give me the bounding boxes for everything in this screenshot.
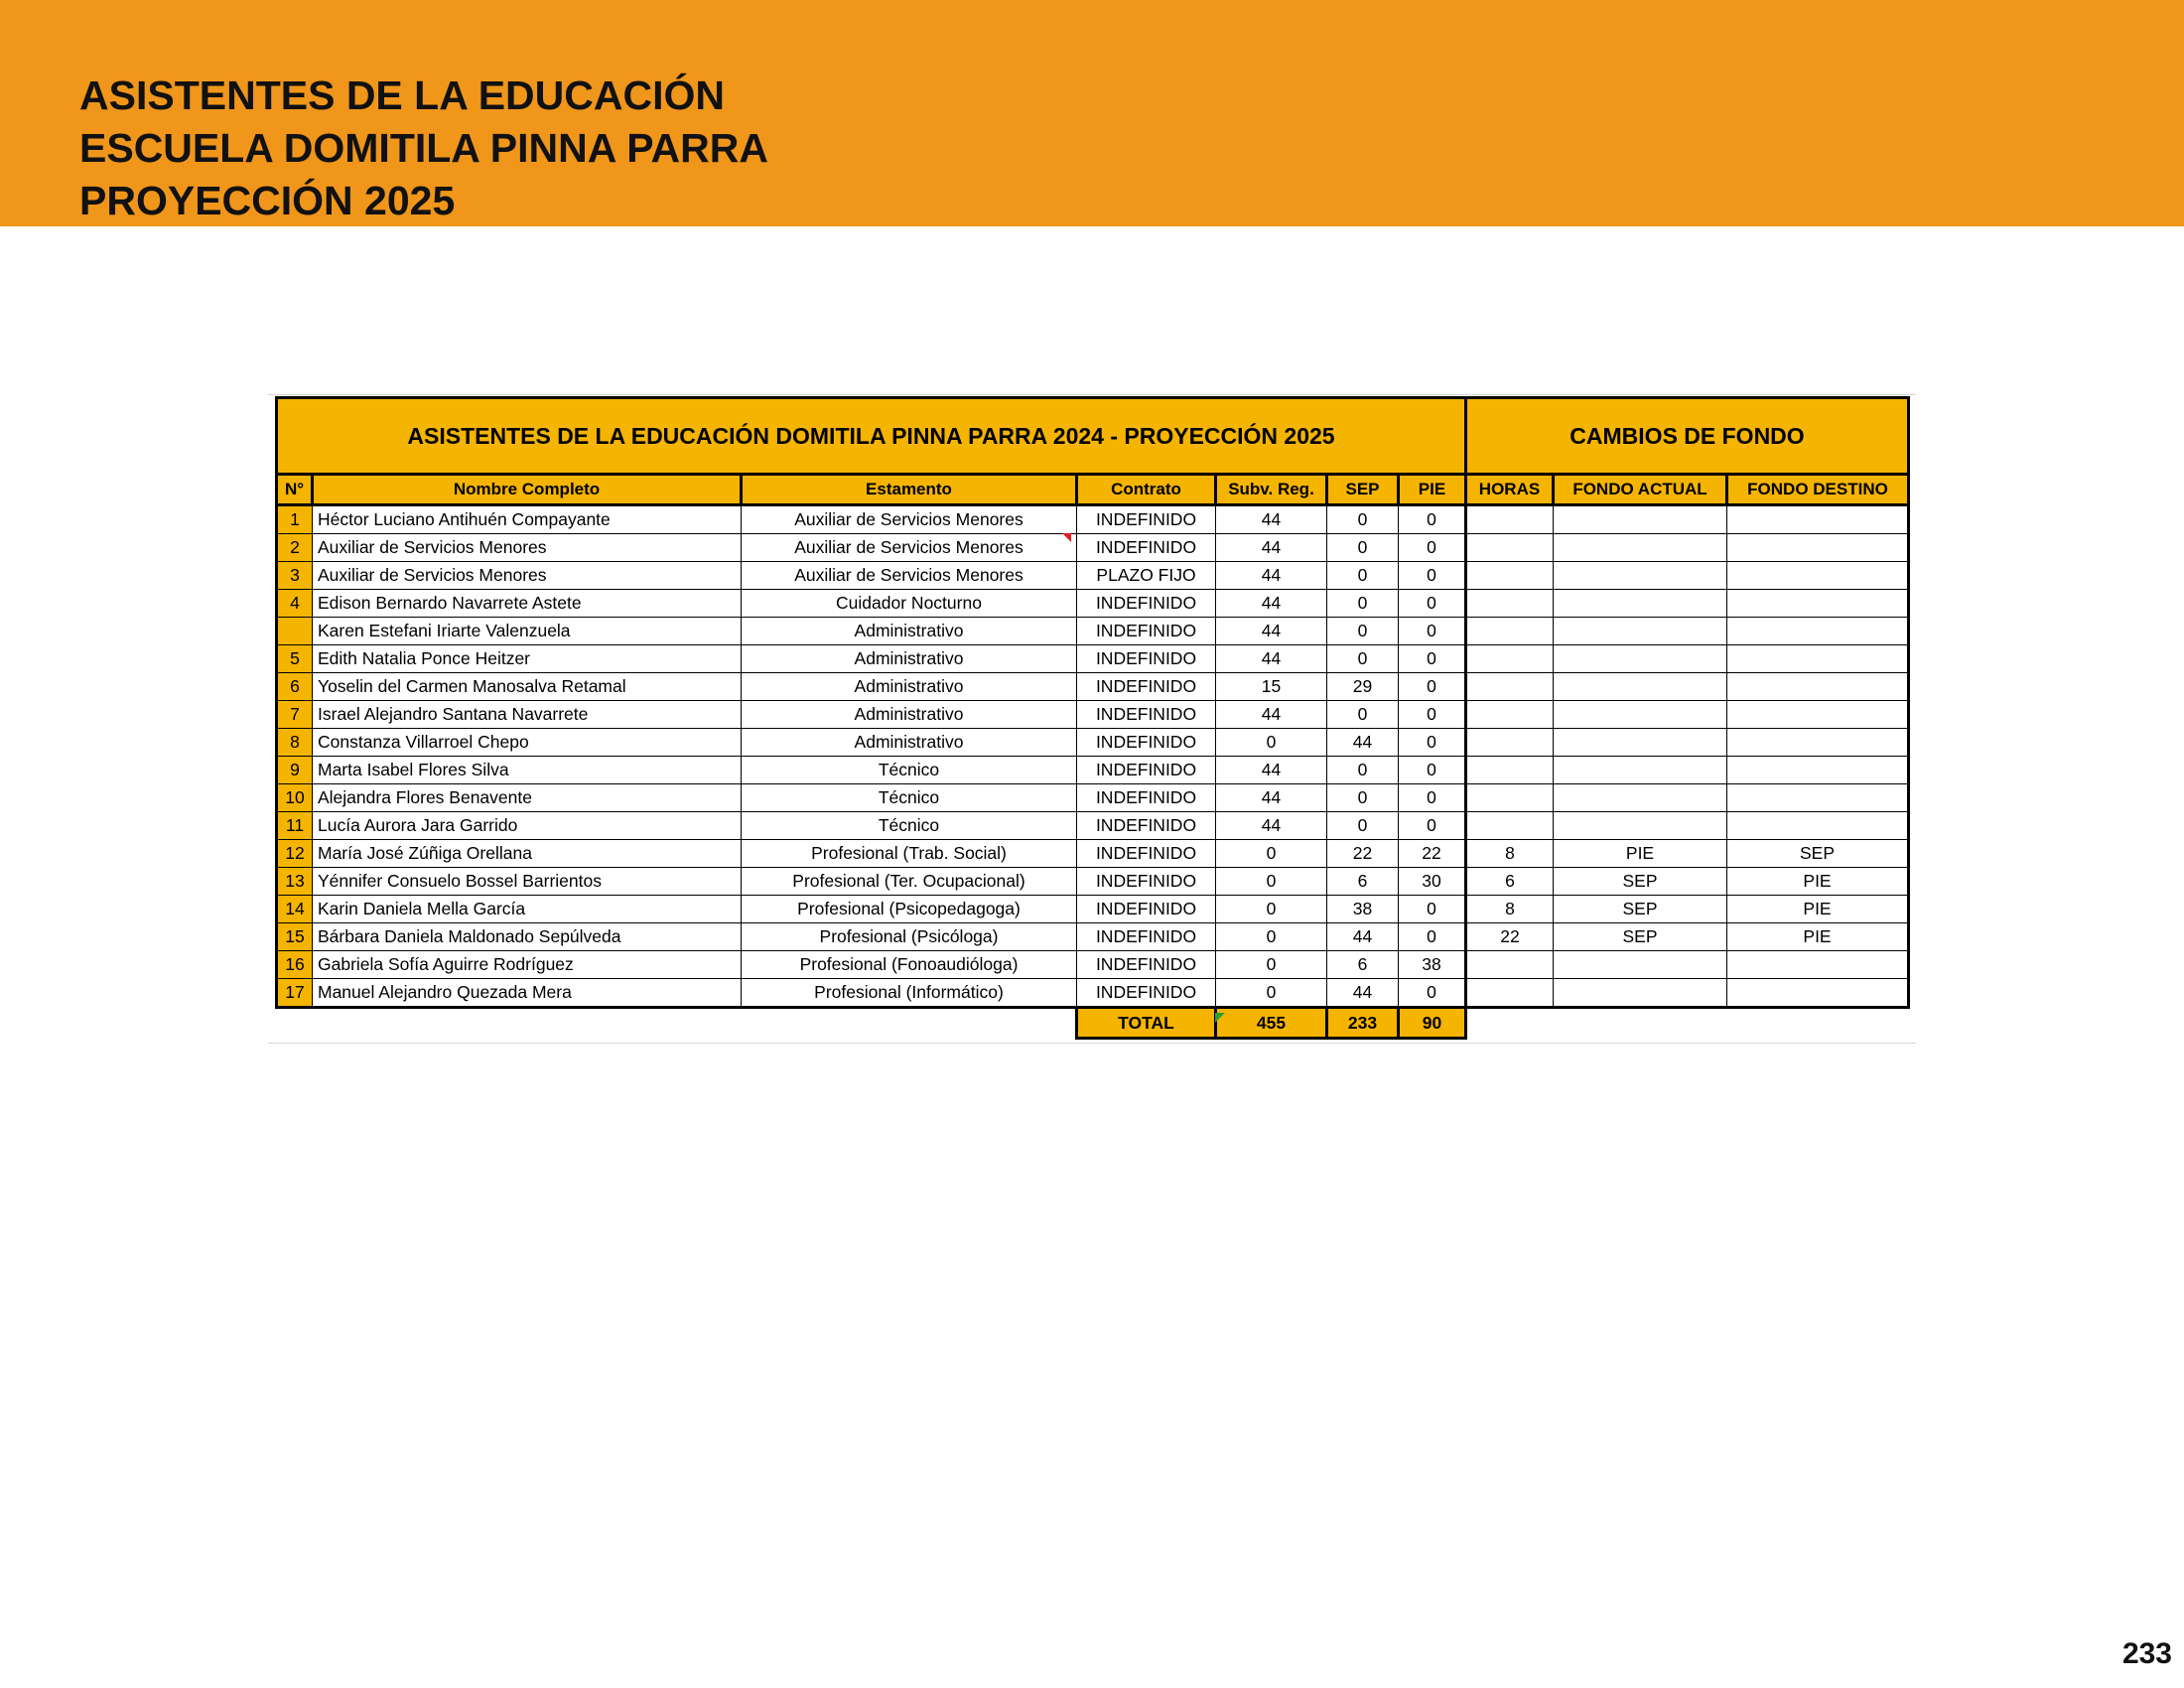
cell-num[interactable]: 5 <box>277 645 313 673</box>
col-header-horas: HORAS <box>1466 475 1554 505</box>
table-row <box>277 923 1909 951</box>
cell-num[interactable]: 10 <box>277 784 313 812</box>
cell-fondo-actual[interactable]: SEP <box>1554 923 1727 951</box>
cell-fondo-destino[interactable]: PIE <box>1727 868 1909 896</box>
total-row <box>277 1008 1909 1039</box>
cell-num[interactable]: 13 <box>277 868 313 896</box>
cell-fondo-actual[interactable] <box>1554 618 1727 645</box>
cell-subv[interactable]: 0 <box>1216 896 1327 923</box>
cell-fondo-actual[interactable] <box>1554 729 1727 757</box>
cell-fondo-destino[interactable]: SEP <box>1727 840 1909 868</box>
cell-contrato[interactable]: INDEFINIDO <box>1077 618 1216 645</box>
total-subv: 455 <box>1216 1008 1327 1039</box>
cell-pie[interactable]: 0 <box>1399 923 1466 951</box>
cell-contrato[interactable]: INDEFINIDO <box>1077 729 1216 757</box>
cell-pie[interactable]: 0 <box>1399 896 1466 923</box>
cell-fondo-destino[interactable] <box>1727 562 1909 590</box>
cell-estamento[interactable]: Profesional (Trab. Social) <box>742 840 1077 868</box>
cell-subv[interactable]: 0 <box>1216 729 1327 757</box>
col-header-subv: Subv. Reg. <box>1216 475 1327 505</box>
cell-horas[interactable] <box>1466 645 1554 673</box>
cell-sep[interactable]: 29 <box>1327 673 1399 701</box>
cell-estamento[interactable]: Administrativo <box>742 701 1077 729</box>
cell-estamento[interactable]: Cuidador Nocturno <box>742 590 1077 618</box>
table-row <box>277 701 1909 729</box>
cell-fondo-destino[interactable] <box>1727 784 1909 812</box>
cell-estamento[interactable]: Técnico <box>742 784 1077 812</box>
spreadsheet-area <box>268 394 1916 1044</box>
column-header-row <box>277 475 1909 505</box>
table-row <box>277 757 1909 784</box>
cell-sep[interactable]: 0 <box>1327 590 1399 618</box>
cell-contrato[interactable]: INDEFINIDO <box>1077 923 1216 951</box>
cell-pie[interactable]: 0 <box>1399 618 1466 645</box>
table-row <box>277 534 1909 562</box>
col-header-sep: SEP <box>1327 475 1399 505</box>
cell-fondo-actual[interactable]: SEP <box>1554 868 1727 896</box>
cell-estamento[interactable]: Auxiliar de Servicios Menores <box>742 534 1077 562</box>
cell-pie[interactable]: 0 <box>1399 812 1466 840</box>
cell-horas[interactable] <box>1466 534 1554 562</box>
cell-estamento[interactable]: Profesional (Psicopedagoga) <box>742 896 1077 923</box>
cell-pie[interactable]: 0 <box>1399 979 1466 1008</box>
cell-name[interactable]: Marta Isabel Flores Silva <box>313 757 742 784</box>
cell-horas[interactable] <box>1466 757 1554 784</box>
cell-contrato[interactable]: INDEFINIDO <box>1077 840 1216 868</box>
cell-horas[interactable] <box>1466 951 1554 979</box>
cell-sep[interactable]: 6 <box>1327 868 1399 896</box>
cell-fondo-actual[interactable] <box>1554 590 1727 618</box>
cell-name[interactable]: Yoselin del Carmen Manosalva Retamal <box>313 673 742 701</box>
cell-name[interactable]: Héctor Luciano Antihuén Compayante <box>313 505 742 534</box>
cell-sep[interactable]: 44 <box>1327 729 1399 757</box>
col-header-name: Nombre Completo <box>313 475 742 505</box>
cell-name[interactable]: Karen Estefani Iriarte Valenzuela <box>313 618 742 645</box>
cell-name[interactable]: Karin Daniela Mella García <box>313 896 742 923</box>
cell-contrato[interactable]: INDEFINIDO <box>1077 645 1216 673</box>
cell-horas[interactable] <box>1466 784 1554 812</box>
cell-pie[interactable]: 0 <box>1399 701 1466 729</box>
cell-num[interactable]: 14 <box>277 896 313 923</box>
cell-pie[interactable]: 0 <box>1399 673 1466 701</box>
cell-pie[interactable]: 0 <box>1399 784 1466 812</box>
col-header-contrato: Contrato <box>1077 475 1216 505</box>
cell-fondo-destino[interactable] <box>1727 757 1909 784</box>
cell-pie[interactable]: 0 <box>1399 590 1466 618</box>
cell-estamento[interactable]: Profesional (Psicóloga) <box>742 923 1077 951</box>
cell-num[interactable]: 16 <box>277 951 313 979</box>
cell-name[interactable]: Yénnifer Consuelo Bossel Barrientos <box>313 868 742 896</box>
staff-table <box>275 396 1910 1040</box>
cell-contrato[interactable]: INDEFINIDO <box>1077 812 1216 840</box>
cell-fondo-destino[interactable]: PIE <box>1727 923 1909 951</box>
cell-subv[interactable]: 44 <box>1216 505 1327 534</box>
cell-name[interactable]: Gabriela Sofía Aguirre Rodríguez <box>313 951 742 979</box>
cell-subv[interactable]: 44 <box>1216 701 1327 729</box>
table-row <box>277 645 1909 673</box>
cell-sep[interactable]: 22 <box>1327 840 1399 868</box>
cell-name[interactable]: Israel Alejandro Santana Navarrete <box>313 701 742 729</box>
cell-name[interactable]: Edison Bernardo Navarrete Astete <box>313 590 742 618</box>
col-header-fondo-actual: FONDO ACTUAL <box>1554 475 1727 505</box>
comment-indicator-red[interactable] <box>1062 533 1071 542</box>
cell-num[interactable]: 17 <box>277 979 313 1008</box>
title-line-1: ASISTENTES DE LA EDUCACIÓN <box>79 72 725 118</box>
table-row <box>277 729 1909 757</box>
cell-contrato[interactable]: INDEFINIDO <box>1077 757 1216 784</box>
cell-num[interactable]: 2 <box>277 534 313 562</box>
cell-subv[interactable]: 44 <box>1216 645 1327 673</box>
cell-sep[interactable]: 0 <box>1327 618 1399 645</box>
cell-sep[interactable]: 0 <box>1327 505 1399 534</box>
cell-horas[interactable] <box>1466 590 1554 618</box>
table-row <box>277 562 1909 590</box>
cell-name[interactable]: Auxiliar de Servicios Menores <box>313 562 742 590</box>
cell-subv[interactable]: 44 <box>1216 534 1327 562</box>
cell-fondo-actual[interactable] <box>1554 784 1727 812</box>
cell-fondo-destino[interactable] <box>1727 729 1909 757</box>
cell-horas[interactable] <box>1466 812 1554 840</box>
cell-num[interactable]: 6 <box>277 673 313 701</box>
cell-subv[interactable]: 0 <box>1216 923 1327 951</box>
table-row <box>277 618 1909 645</box>
cell-contrato[interactable]: INDEFINIDO <box>1077 896 1216 923</box>
cell-sep[interactable]: 0 <box>1327 534 1399 562</box>
cell-horas[interactable] <box>1466 618 1554 645</box>
page-number: 233 <box>2121 1637 2172 1670</box>
cell-fondo-actual[interactable] <box>1554 812 1727 840</box>
cell-sep[interactable]: 0 <box>1327 645 1399 673</box>
cell-subv[interactable]: 0 <box>1216 979 1327 1008</box>
total-pie: 90 <box>1399 1008 1466 1039</box>
cell-subv[interactable]: 44 <box>1216 618 1327 645</box>
cell-fondo-actual[interactable] <box>1554 505 1727 534</box>
cell-horas[interactable]: 8 <box>1466 896 1554 923</box>
cell-horas[interactable] <box>1466 701 1554 729</box>
cell-subv[interactable]: 44 <box>1216 757 1327 784</box>
cell-pie[interactable]: 0 <box>1399 505 1466 534</box>
cell-horas[interactable]: 8 <box>1466 840 1554 868</box>
cell-num[interactable]: 3 <box>277 562 313 590</box>
cell-subv[interactable]: 44 <box>1216 590 1327 618</box>
cell-estamento[interactable]: Auxiliar de Servicios Menores <box>742 505 1077 534</box>
cell-name[interactable]: Auxiliar de Servicios Menores <box>313 534 742 562</box>
table-row <box>277 896 1909 923</box>
cell-estamento[interactable]: Administrativo <box>742 729 1077 757</box>
table-row <box>277 979 1909 1008</box>
total-label: TOTAL <box>1077 1008 1216 1039</box>
cell-sep[interactable]: 0 <box>1327 784 1399 812</box>
cell-num[interactable]: 1 <box>277 505 313 534</box>
cell-pie[interactable]: 38 <box>1399 951 1466 979</box>
cell-name[interactable]: Lucía Aurora Jara Garrido <box>313 812 742 840</box>
cell-subv[interactable]: 0 <box>1216 840 1327 868</box>
col-header-fondo-destino: FONDO DESTINO <box>1727 475 1909 505</box>
cell-name[interactable]: Bárbara Daniela Maldonado Sepúlveda <box>313 923 742 951</box>
table-row <box>277 505 1909 534</box>
cell-estamento[interactable]: Profesional (Ter. Ocupacional) <box>742 868 1077 896</box>
cell-estamento[interactable]: Administrativo <box>742 673 1077 701</box>
cell-subv[interactable]: 44 <box>1216 562 1327 590</box>
cell-num[interactable]: 8 <box>277 729 313 757</box>
cell-estamento[interactable]: Auxiliar de Servicios Menores <box>742 562 1077 590</box>
total-sep: 233 <box>1327 1008 1399 1039</box>
cell-contrato[interactable]: INDEFINIDO <box>1077 784 1216 812</box>
cell-name[interactable]: Alejandra Flores Benavente <box>313 784 742 812</box>
cell-pie[interactable]: 0 <box>1399 534 1466 562</box>
cell-name[interactable]: Constanza Villarroel Chepo <box>313 729 742 757</box>
cell-contrato[interactable]: INDEFINIDO <box>1077 590 1216 618</box>
cell-sep[interactable]: 38 <box>1327 896 1399 923</box>
cell-horas[interactable]: 22 <box>1466 923 1554 951</box>
cell-horas[interactable] <box>1466 562 1554 590</box>
table-row <box>277 951 1909 979</box>
table-row <box>277 840 1909 868</box>
cell-sep[interactable]: 0 <box>1327 562 1399 590</box>
cell-subv[interactable]: 44 <box>1216 812 1327 840</box>
cell-fondo-destino[interactable] <box>1727 645 1909 673</box>
col-header-num: N° <box>277 475 313 505</box>
cell-estamento[interactable]: Profesional (Informático) <box>742 979 1077 1008</box>
cell-contrato[interactable]: INDEFINIDO <box>1077 673 1216 701</box>
cell-fondo-actual[interactable] <box>1554 951 1727 979</box>
table-row <box>277 673 1909 701</box>
cell-fondo-destino[interactable]: PIE <box>1727 896 1909 923</box>
table-row <box>277 590 1909 618</box>
cell-num[interactable]: 7 <box>277 701 313 729</box>
cell-sep[interactable]: 44 <box>1327 979 1399 1008</box>
cell-sep[interactable]: 0 <box>1327 757 1399 784</box>
cell-fondo-destino[interactable] <box>1727 534 1909 562</box>
cell-num[interactable]: 9 <box>277 757 313 784</box>
col-header-estamento: Estamento <box>742 475 1077 505</box>
band-main-title: ASISTENTES DE LA EDUCACIÓN DOMITILA PINNA PARRA 2024 - PROYECCIÓN 2025 <box>277 398 1466 475</box>
sheet-gridline <box>268 394 1916 395</box>
cell-num[interactable]: 11 <box>277 812 313 840</box>
cell-pie[interactable]: 0 <box>1399 562 1466 590</box>
cell-contrato[interactable]: INDEFINIDO <box>1077 505 1216 534</box>
cell-estamento[interactable]: Técnico <box>742 757 1077 784</box>
cell-estamento[interactable]: Administrativo <box>742 618 1077 645</box>
cell-name[interactable]: Edith Natalia Ponce Heitzer <box>313 645 742 673</box>
cell-contrato[interactable]: PLAZO FIJO <box>1077 562 1216 590</box>
cell-subv[interactable]: 15 <box>1216 673 1327 701</box>
cell-sep[interactable]: 44 <box>1327 923 1399 951</box>
cell-sep[interactable]: 0 <box>1327 701 1399 729</box>
cell-fondo-actual[interactable] <box>1554 757 1727 784</box>
cell-estamento[interactable]: Profesional (Fonoaudióloga) <box>742 951 1077 979</box>
cell-fondo-destino[interactable] <box>1727 979 1909 1008</box>
cell-fondo-destino[interactable] <box>1727 590 1909 618</box>
cell-horas[interactable] <box>1466 979 1554 1008</box>
col-header-pie: PIE <box>1399 475 1466 505</box>
cell-num[interactable] <box>277 618 313 645</box>
cell-name[interactable]: Manuel Alejandro Quezada Mera <box>313 979 742 1008</box>
cell-pie[interactable]: 0 <box>1399 757 1466 784</box>
cell-horas[interactable] <box>1466 505 1554 534</box>
cell-estamento[interactable]: Administrativo <box>742 645 1077 673</box>
cell-fondo-destino[interactable] <box>1727 673 1909 701</box>
cell-horas[interactable]: 6 <box>1466 868 1554 896</box>
cell-fondo-destino[interactable] <box>1727 701 1909 729</box>
sheet-gridline <box>268 1043 1916 1044</box>
cell-sep[interactable]: 6 <box>1327 951 1399 979</box>
cell-fondo-destino[interactable] <box>1727 951 1909 979</box>
cell-horas[interactable] <box>1466 673 1554 701</box>
cell-fondo-destino[interactable] <box>1727 618 1909 645</box>
cell-pie[interactable]: 30 <box>1399 868 1466 896</box>
cell-fondo-actual[interactable]: SEP <box>1554 896 1727 923</box>
cell-fondo-destino[interactable] <box>1727 812 1909 840</box>
cell-contrato[interactable]: INDEFINIDO <box>1077 701 1216 729</box>
cell-fondo-actual[interactable] <box>1554 562 1727 590</box>
cell-fondo-actual[interactable] <box>1554 534 1727 562</box>
cell-pie[interactable]: 22 <box>1399 840 1466 868</box>
cell-pie[interactable]: 0 <box>1399 645 1466 673</box>
cell-num[interactable]: 12 <box>277 840 313 868</box>
cell-fondo-actual[interactable] <box>1554 673 1727 701</box>
cell-subv[interactable]: 0 <box>1216 951 1327 979</box>
cell-subv[interactable]: 0 <box>1216 868 1327 896</box>
cell-name[interactable]: María José Zúñiga Orellana <box>313 840 742 868</box>
band-changes-title: CAMBIOS DE FONDO <box>1466 398 1909 475</box>
cell-contrato[interactable]: INDEFINIDO <box>1077 868 1216 896</box>
band-row <box>277 398 1909 475</box>
cell-pie[interactable]: 0 <box>1399 729 1466 757</box>
cell-num[interactable]: 15 <box>277 923 313 951</box>
page-title <box>79 70 768 227</box>
title-line-3: PROYECCIÓN 2025 <box>79 178 456 223</box>
cell-contrato[interactable]: INDEFINIDO <box>1077 951 1216 979</box>
cell-horas[interactable] <box>1466 729 1554 757</box>
cell-num[interactable]: 4 <box>277 590 313 618</box>
cell-estamento[interactable]: Técnico <box>742 812 1077 840</box>
cell-sep[interactable]: 0 <box>1327 812 1399 840</box>
cell-fondo-actual[interactable] <box>1554 645 1727 673</box>
cell-contrato[interactable]: INDEFINIDO <box>1077 534 1216 562</box>
title-line-2: ESCUELA DOMITILA PINNA PARRA <box>79 125 768 171</box>
cell-fondo-actual[interactable]: PIE <box>1554 840 1727 868</box>
cell-contrato[interactable]: INDEFINIDO <box>1077 979 1216 1008</box>
table-row <box>277 868 1909 896</box>
cell-fondo-destino[interactable] <box>1727 505 1909 534</box>
cell-fondo-actual[interactable] <box>1554 979 1727 1008</box>
comment-indicator-green[interactable] <box>1215 1013 1225 1023</box>
table-row <box>277 784 1909 812</box>
cell-fondo-actual[interactable] <box>1554 701 1727 729</box>
table-row <box>277 812 1909 840</box>
cell-subv[interactable]: 44 <box>1216 784 1327 812</box>
